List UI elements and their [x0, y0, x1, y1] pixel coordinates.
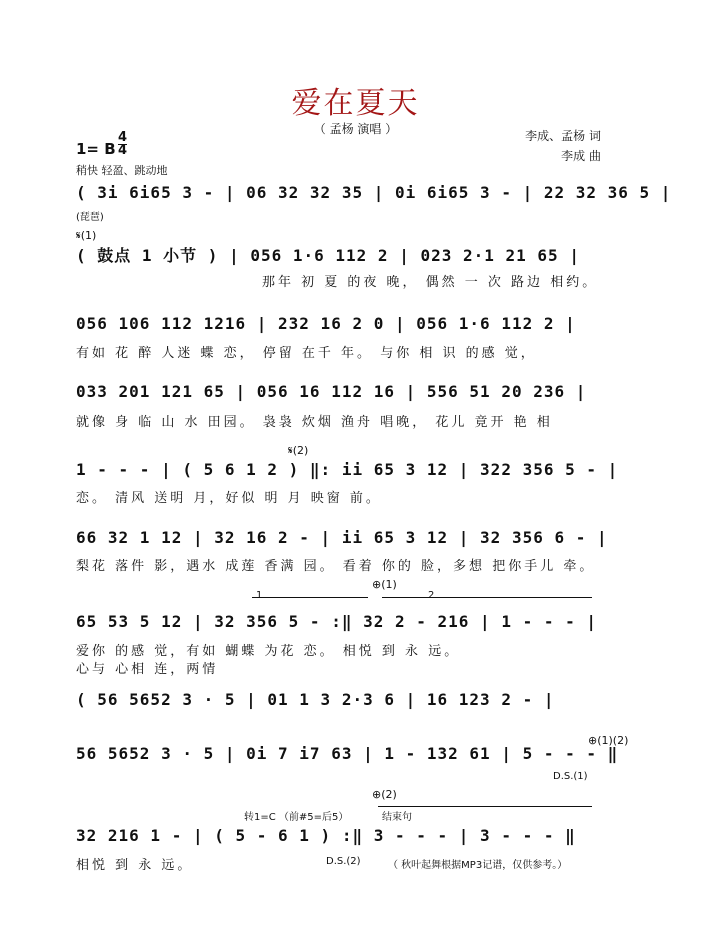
key-signature: 1= B	[76, 140, 116, 158]
credits	[501, 126, 601, 166]
lyricist: 李成、孟杨 词	[525, 129, 601, 143]
ending-label: 结束句	[382, 812, 412, 823]
staff-row-10: 32 216 1 - | ( 5 - 6 1 ) :‖ 3 - - - | 3 - - - ‖	[76, 826, 576, 845]
staff-row-5: 1 - - - | ( 5 6 1 2 ) ‖: ii 65 3 12 | 322 356 5 - |	[76, 460, 619, 479]
staff-row-1: ( 3i 6i65 3 - | 06 32 32 35 | 0i 6i65 3 - | 22 32 36 5 |	[76, 183, 672, 202]
modulation: 转1=C （前#5=后5）	[244, 812, 349, 823]
composer: 李成 曲	[561, 149, 601, 163]
ending-bracket	[378, 806, 592, 807]
song-title: 爱在夏天	[291, 86, 420, 121]
staff-row-3: 056 106 112 1216 | 232 16 2 0 | 056 1·6 112 2 |	[76, 314, 576, 333]
time-signature: 4 4	[118, 130, 128, 158]
footnote: （ 秋叶起舞根据MP3记谱，仅供参考。）	[388, 860, 568, 871]
staff-row-6: 66 32 1 12 | 32 16 2 - | ii 65 3 12 | 32 356 6 - |	[76, 528, 608, 547]
row-1-instrument: (琵琶)	[76, 212, 104, 223]
staff-row-7: 65 53 5 12 | 32 356 5 - :‖ 32 2 - 216 | 1 - - - |	[76, 612, 598, 631]
singer-credit: （ 孟杨 演唱 ）	[313, 122, 398, 136]
lyrics-row-10: 相悦 到 永 远。	[76, 858, 194, 873]
tempo-marking: 稍快 轻盈、跳动地	[76, 164, 168, 177]
ds-1: D.S.(1)	[553, 771, 588, 782]
lyrics-row-4: 就像 身 临 山 水 田园。 袅袅 炊烟 渔舟 唱晚， 花儿 竟开 艳 相	[76, 415, 553, 430]
coda-1: ⊕(1)	[372, 578, 397, 591]
lyrics-row-2: 那年 初 夏 的夜 晚， 偶然 一 次 路边 相约。	[262, 275, 599, 290]
coda-1-2: ⊕(1)(2)	[588, 734, 629, 747]
lyrics-row-7b: 心与 心相 连，两情	[76, 662, 219, 677]
lyrics-row-7: 爱你 的感 觉，有如 蝴蝶 为花 恋。 相悦 到 永 远。	[76, 644, 461, 659]
lyrics-row-5: 恋。 清风 送明 月，好似 明 月 映窗 前。	[76, 491, 382, 506]
volta-2-bracket	[382, 597, 592, 598]
segno-2: 𝄋(2)	[288, 444, 309, 457]
coda-2: ⊕(2)	[372, 788, 397, 801]
staff-row-4: 033 201 121 65 | 056 16 112 16 | 556 51 20 236 |	[76, 382, 587, 401]
volta-2-label: 2	[428, 590, 435, 601]
staff-row-8: ( 56 5652 3 · 5 | 01 1 3 2·3 6 | 16 123 2 - |	[76, 690, 555, 709]
volta-1-bracket	[252, 597, 368, 598]
staff-row-9: 56 5652 3 · 5 | 0i 7 i7 63 | 1 - 132 61 | 5 - - - ‖	[76, 744, 619, 763]
volta-1-label: 1	[256, 590, 263, 601]
staff-row-2: ( 鼓点 1 小节 ) | 056 1·6 112 2 | 023 2·1 21 65 |	[76, 246, 580, 265]
lyrics-row-6: 梨花 落件 影，遇水 成莲 香满 园。 看着 你的 脸，多想 把你手儿 牵。	[76, 559, 596, 574]
ds-2: D.S.(2)	[326, 856, 361, 867]
lyrics-row-3: 有如 花 醉 人迷 蝶 恋， 停留 在千 年。 与你 相 识 的感 觉，	[76, 346, 537, 361]
segno-1: 𝄋(1)	[76, 229, 97, 242]
